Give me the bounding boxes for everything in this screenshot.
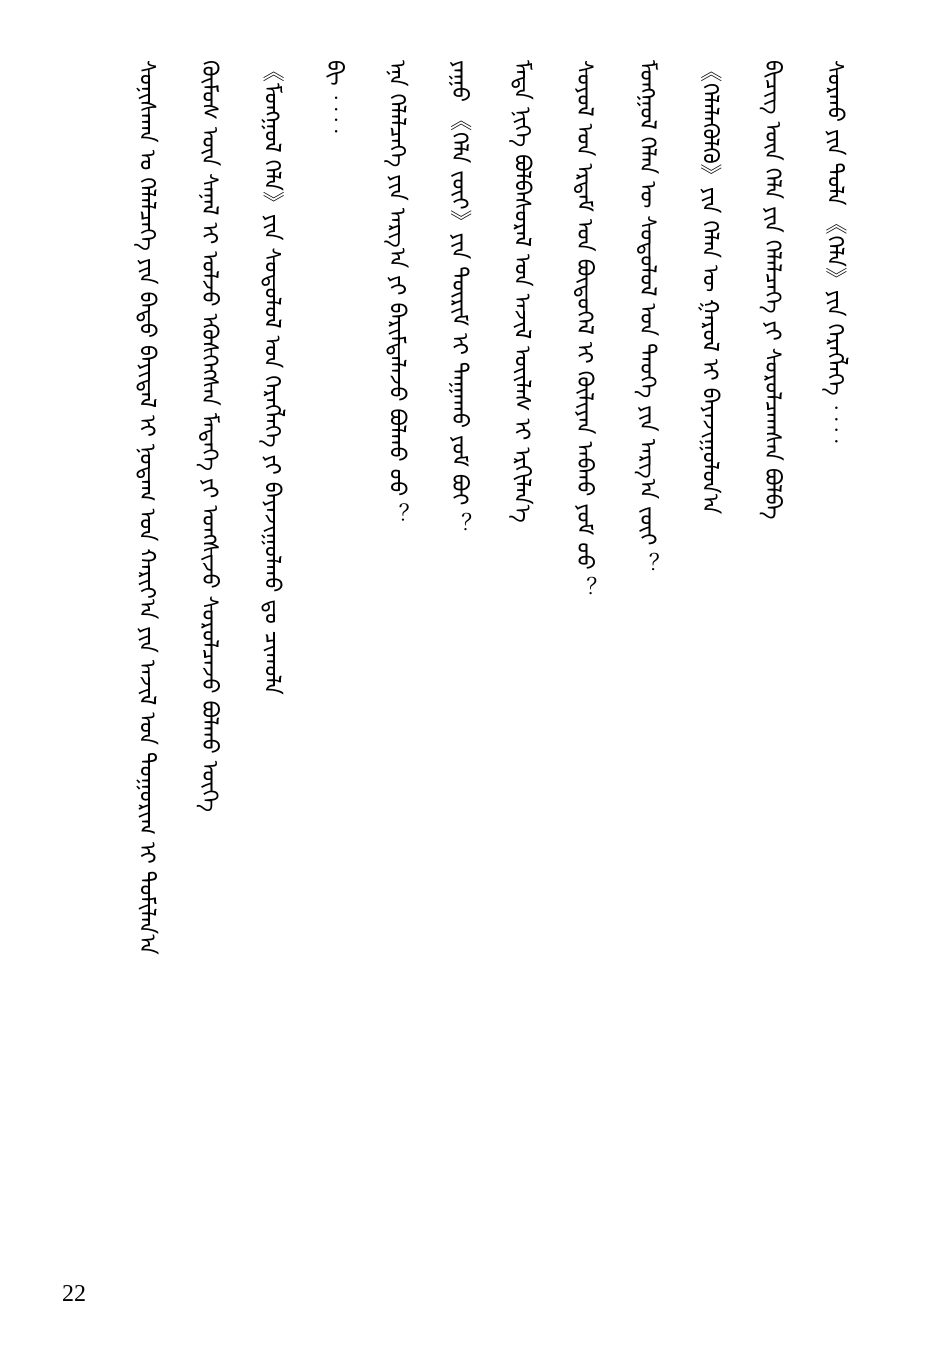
text-column [370, 60, 422, 1300]
text-column [558, 60, 610, 1300]
text-column [120, 60, 172, 1300]
page-number: 22 [62, 1281, 86, 1307]
text-column [808, 60, 860, 1300]
column-text: ᠮᠡᠳᠡ ᠨᠢᠭᠡ ᠪᠣᠯᠪᠠᠰᠤᠷᠠᠯ ᠤᠨ ᠠᠵᠢᠯ ᠦᠢᠯᠡᠰ ᠢ ᠡᠷᠬᠢᠯᠡᠨ᠎ᠡ [509, 60, 535, 523]
text-column [683, 60, 735, 1300]
column-text: ᠪᠢ ︰︰ [321, 60, 347, 137]
column-text: ᠬᠦᠮᠦᠰ ᠦᠨ ᠰᠠᠨᠠᠯ ᠢ ᠣᠯᠵᠤ ᠡᠭᠦᠰᠬᠡᠭᠰᠡᠨ ᠮᠡᠳᠡᠭᠡ ᠶᠢ ᠤᠨᠭᠰᠢᠵᠤ ᠰᠤᠷᠤᠯᠴᠠᠵᠤ ᠪᠣᠯᠬᠤ ᠦᠭᠡ [196, 60, 222, 812]
text-column [183, 60, 235, 1300]
column-text: ᠶᠠᠭᠤ 《ᠬᠡᠯᠡ ᠵᠦᠢ》ᠶᠢᠨ ᠳᠦᠷᠢᠮ ᠢ ᠳᠠᠭᠠᠬᠤ ᠶᠤᠮ ᠪᠤᠢ ︖ [446, 60, 472, 535]
text-column [433, 60, 485, 1300]
column-text: 《ᠮᠣᠩᠭᠣᠯ ᠬᠡᠯᠡ》ᠶᠢᠨ ᠰᠣᠳᠤᠯᠤᠯ ᠤᠨ ᠬᠡᠷᠡᠭᠯᠡᠭᠡ ᠶᠢ ᠪᠠᠶᠠᠵᠢᠭᠤᠯᠬᠤ ᠳᠤ ᠴᠢᠬᠤᠯᠠ [259, 60, 285, 695]
column-text: ᠰᠣᠶᠣᠯ ᠤᠨ ᠡᠷᠳᠡᠮ ᠤᠨ ᠪᠦᠲᠦᠭᠡᠯ ᠢ ᠬᠦᠯᠢᠶᠡᠨ ᠠᠪᠬᠤ ᠶᠤᠮ ᠤᠤ ︖ [571, 60, 597, 599]
column-text: ᠮᠣᠩᠭᠣᠯ ᠬᠡᠯᠡᠨ ᠦ ᠰᠤᠳᠤᠯᠤᠯ ᠤᠨ ᠲᠡᠦᠬᠡ ᠶᠢᠨ ᠠᠷᠭ᠎ᠠ ᠵᠦᠢ ︖ [634, 60, 660, 575]
column-text: 《ᠬᠡᠯᠡᠯᠡᠭᠦᠯᠬᠦ》ᠶᠢᠨ ᠬᠡᠯᠡᠨ ᠦ ᠭᠠᠷᠤᠯ ᠢ ᠪᠠᠶᠠᠵᠢᠭᠤᠯᠤᠨ᠎ᠠ [696, 60, 722, 515]
column-text: ᠡᠨᠡ ᠬᠡᠯᠡᠯᠴᠡᠭᠡ ᠶᠢᠨ ᠠᠷᠭ᠎ᠠ ᠶᠢ ᠪᠠᠷᠢᠮᠲᠠᠯᠠᠵᠤ ᠪᠣᠯᠬᠤ ᠤᠤ ︖ [384, 60, 410, 526]
text-column [620, 60, 672, 1300]
column-text: ᠪᠢᠴᠢᠭ᠌ ᠦᠨ ᠬᠡᠯᠡ ᠶᠢᠨ ᠬᠡᠯᠡᠯᠴᠡᠭᠡ ᠶᠢ ᠰᠤᠷᠤᠯᠴᠠᠭᠰᠠᠨ ᠪᠣᠯᠪᠠ [759, 60, 785, 520]
text-column [495, 60, 547, 1300]
column-text: ᠰᠤᠷᠬᠤ ᠶᠢᠨ ᠲᠤᠯᠠ 《ᠬᠡᠯᠡ》ᠶᠢᠨ ᠬᠡᠷᠡᠭᠯᠡᠭᠡ ︰︰ [821, 60, 847, 447]
text-column [745, 60, 797, 1300]
vertical-text-block [120, 60, 860, 1300]
text-column [245, 60, 297, 1300]
column-text: ᠰᠣᠨᠢᠰᠬᠠᠨ ᠤ ᠬᠡᠯᠡᠯᠴᠡᠭᠡ ᠶᠢᠨ ᠪᠠᠳᠤ ᠪᠠᠶᠢᠳᠠᠯ ᠢ ᠨᠤᠲᠠᠭ ᠤᠨ ᠬᠠᠷᠢᠶ᠎ᠠ ᠶᠢᠨ ᠠᠵᠢᠯ ᠤᠨ ᠲᠤᠭᠤᠷᠢᠭ ᠢ ᠲᠣᠮᠢᠯᠠᠨ᠎ᠠ [134, 60, 159, 955]
text-column [308, 60, 360, 1300]
